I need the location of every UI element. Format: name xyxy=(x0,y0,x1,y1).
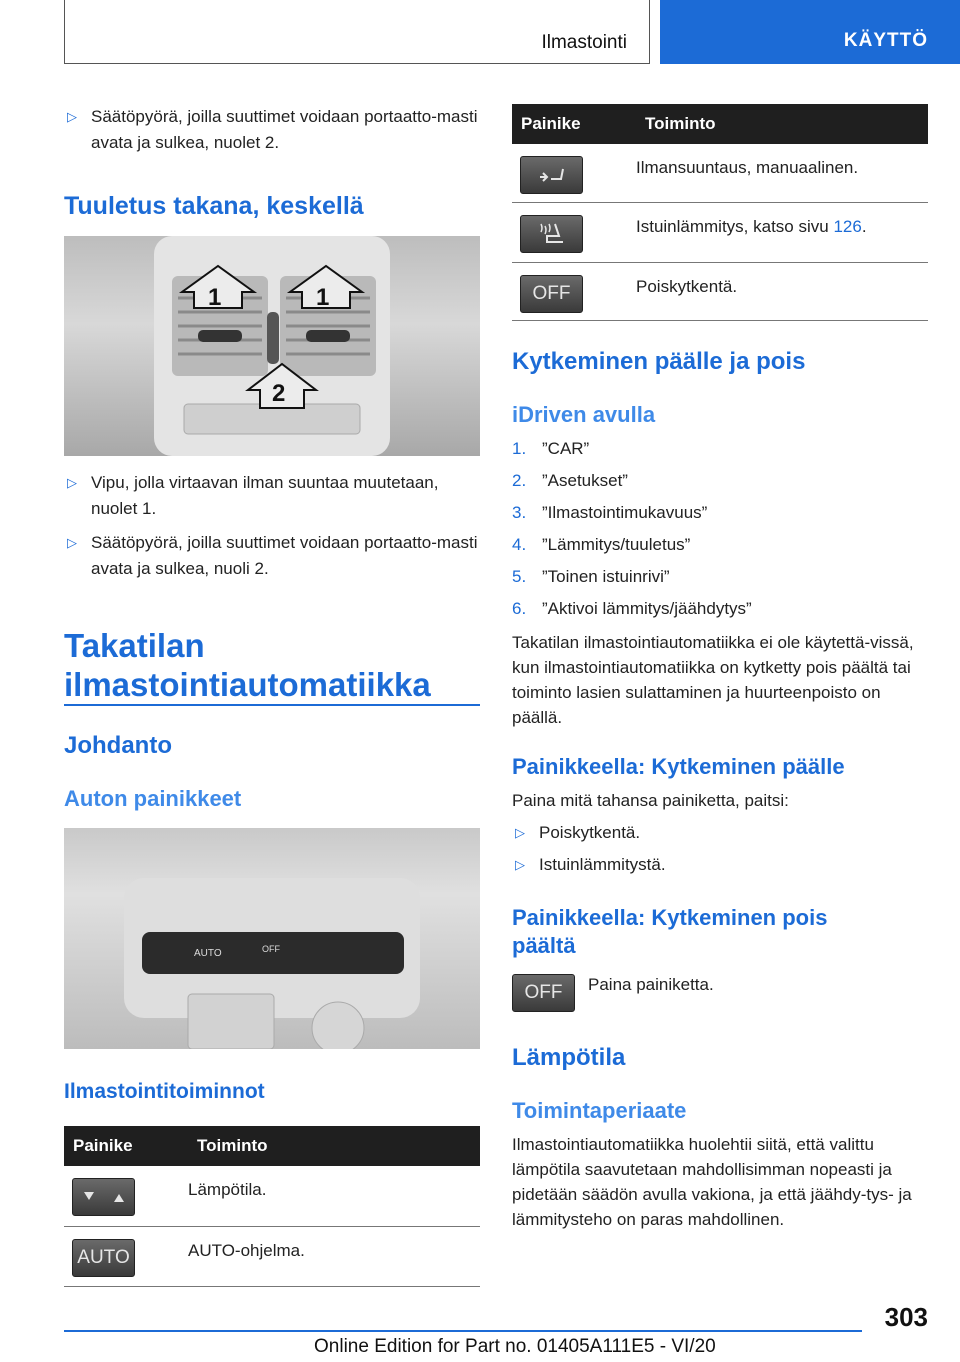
callout-1-left: 1 xyxy=(208,284,222,311)
bullet-triangle-icon: ▷ xyxy=(515,857,525,872)
rear-vent-photo xyxy=(64,236,480,456)
functions-table-left xyxy=(64,1126,480,1287)
list-item: 6. ”Aktivoi lämmitys/jäähdytys” xyxy=(512,599,752,618)
panel-auto-label: AUTO xyxy=(194,948,222,959)
bullet-triangle-icon: ▷ xyxy=(515,825,525,840)
list-item: 5. ”Toinen istuinrivi” xyxy=(512,567,670,586)
table-header-row: Painike Toiminto xyxy=(64,1126,480,1166)
auto-button[interactable]: AUTO xyxy=(72,1239,135,1277)
heading-auton-painikkeet: Auton painikkeet xyxy=(64,786,242,811)
heading-lampotila: Lämpötila xyxy=(512,1044,626,1071)
callout-2: 2 xyxy=(272,380,286,407)
panel-off-label: OFF xyxy=(262,944,280,954)
footer-rule xyxy=(64,1330,862,1332)
control-panel-illustration xyxy=(64,828,480,1049)
paragraph: Ilmastointiautomatiikka huolehtii siitä, että valittu lämpötila saavutetaan mahdollisimman nopeasti ja pidetään säädön avulla vakiona, ja että jäähdy-tys- ja lämmitysteho on paras mahdollinen. xyxy=(512,1135,912,1229)
rear-vent-illustration xyxy=(64,236,480,456)
table-row: Lämpötila. xyxy=(64,1166,480,1226)
paragraph: Paina painiketta. xyxy=(588,975,714,994)
heading-ilmastointitoiminnot: Ilmastointitoiminnot xyxy=(64,1080,265,1103)
footer-edition: Online Edition for Part no. 01405A111E5 - VI/20 xyxy=(314,1336,716,1357)
list-item: 1. ”CAR” xyxy=(512,439,590,458)
table-row: OFF Poiskytkentä. xyxy=(512,262,928,320)
page-link-126[interactable]: 126 xyxy=(833,216,862,236)
header-box xyxy=(64,0,650,64)
list-item: 3. ”Ilmastointimukavuus” xyxy=(512,503,708,522)
page-number: 303 xyxy=(884,1302,928,1332)
bullet-item: ▷ Säätöpyörä, joilla suuttimet voidaan portaatto-masti avata ja sulkea, nuoli 2. xyxy=(64,530,484,582)
section-title: Ilmastointi xyxy=(541,32,627,53)
bullet-triangle-icon: ▷ xyxy=(67,475,77,490)
temperature-button[interactable] xyxy=(72,1178,135,1216)
paragraph: Takatilan ilmastointiautomatiikka ei ole käytettä-vissä, kun ilmastointiautomatiikka on kytketty pois päältä tai toiminto lasien sulattaminen ja huurteenpoisto on päällä. xyxy=(512,633,914,727)
bullet-triangle-icon: ▷ xyxy=(67,535,77,550)
seat-heat-icon xyxy=(537,222,567,246)
chapter-tab-label: KÄYTTÖ xyxy=(843,30,928,51)
seat-heat-button[interactable] xyxy=(520,215,583,253)
temperature-arrows-icon xyxy=(82,1190,126,1204)
heading-pois: Painikkeella: Kytkeminen pois päältä xyxy=(512,905,828,958)
callout-1-right: 1 xyxy=(316,284,330,311)
list-item: 2. ”Asetukset” xyxy=(512,471,628,490)
bullet-item: ▷ Poiskytkentä. xyxy=(512,820,928,846)
airflow-icon xyxy=(537,165,567,185)
airflow-button[interactable] xyxy=(520,156,583,194)
functions-table-right xyxy=(512,104,928,321)
table-header-row: Painike Toiminto xyxy=(512,104,928,144)
heading-tuuletus: Tuuletus takana, keskellä xyxy=(64,192,364,220)
table-row: Ilmansuuntaus, manuaalinen. xyxy=(512,144,928,202)
paragraph: Paina mitä tahansa painiketta, paitsi: xyxy=(512,791,789,810)
heading-kytkeminen: Kytkeminen päälle ja pois xyxy=(512,348,806,375)
heading-idrive: iDriven avulla xyxy=(512,402,656,427)
bullet-item: ▷ Säätöpyörä, joilla suuttimet voidaan portaatto-masti avata ja sulkea, nuolet 2. xyxy=(64,104,484,156)
list-item: 4. ”Lämmitys/tuuletus” xyxy=(512,535,691,554)
control-panel-photo xyxy=(64,828,480,1049)
off-button[interactable]: OFF xyxy=(520,275,583,313)
heading-johdanto: Johdanto xyxy=(64,732,172,759)
heading-toimintaperiaate: Toimintaperiaate xyxy=(512,1098,687,1123)
chapter-tab[interactable] xyxy=(660,0,960,64)
bullet-item: ▷ Istuinlämmitystä. xyxy=(512,852,928,878)
table-row: AUTO AUTO-ohjelma. xyxy=(64,1226,480,1286)
off-button-large[interactable]: OFF xyxy=(512,974,575,1012)
heading-rule xyxy=(64,704,480,706)
bullet-item: ▷ Vipu, jolla virtaavan ilman suuntaa muutetaan, nuolet 1. xyxy=(64,470,484,522)
heading-paalle: Painikkeella: Kytkeminen päälle xyxy=(512,754,845,779)
main-heading: Takatilan ilmastointiautomatiikka xyxy=(64,627,431,703)
table-row: Istuinlämmitys, katso sivu 126. xyxy=(512,202,928,262)
bullet-triangle-icon: ▷ xyxy=(67,109,77,124)
